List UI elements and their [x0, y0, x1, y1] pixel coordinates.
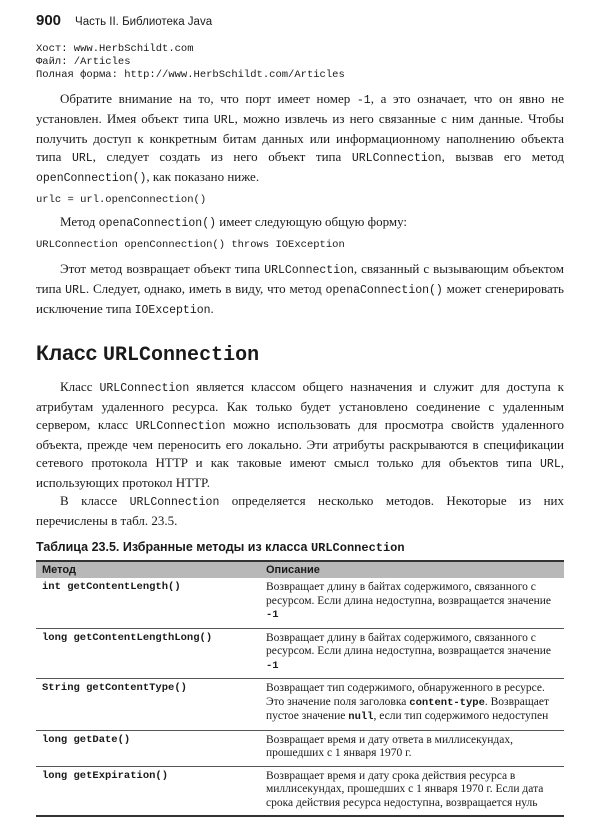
column-header-description: Описание — [260, 561, 564, 578]
inline-code: URLConnection — [129, 496, 220, 509]
section-title — [36, 342, 564, 368]
description-cell — [260, 628, 564, 679]
text-run: , использующих протокол HTTP. — [36, 455, 564, 490]
code-signature: URLConnection openConnection() throws IOException — [36, 239, 345, 251]
text-run: В классе — [60, 493, 130, 508]
paragraph-methods-intro — [36, 492, 564, 530]
paragraph-returns — [36, 260, 564, 320]
inline-code: content-type — [409, 696, 485, 709]
inline-code: URL — [71, 152, 93, 165]
text-run: имеет следующую общую форму: — [216, 214, 408, 229]
inline-code: -1 — [266, 659, 279, 672]
inline-code: null — [348, 711, 374, 723]
code-open-connection: urlc = url.openConnection() — [36, 194, 207, 206]
inline-code: URLConnection — [135, 420, 226, 433]
method-cell: long getContentLengthLong() — [36, 628, 260, 679]
book-page — [36, 12, 564, 817]
method-cell: String getContentType() — [36, 679, 260, 731]
text-run: Метод — [60, 214, 99, 229]
text-run: Этот метод возвращает объект типа — [60, 261, 265, 276]
text-run: . Следует, однако, иметь в виду, что метод — [85, 281, 326, 296]
text-run: , можно извлечь из него связанные с ним данные. Чтобы получить доступ к конкретным битам данных или информационному наполнению объекта типа — [36, 111, 564, 164]
text-run: , как показано ниже. — [146, 169, 260, 184]
inline-code: -1 — [266, 609, 279, 621]
text-run: Обратите внимание на то, что порт имеет номер — [60, 91, 357, 106]
description-cell: Возвращает время и дату ответа в миллисекундах, прошедших с 1 января 1970 г. — [260, 730, 564, 766]
text-run: Возвращает длину в байтах содержимого, связанного с ресурсом. Если длина недоступна, возвращается значение — [266, 581, 551, 607]
running-head: Часть II. Библиотека Java — [75, 16, 213, 28]
caption-code: URLConnection — [310, 541, 405, 555]
inline-code: URL — [540, 458, 561, 471]
text-run: может сгенерировать исключение типа — [36, 281, 564, 316]
table-row — [36, 628, 564, 679]
page-number: 900 — [36, 12, 62, 29]
inline-code: URL — [65, 284, 86, 297]
text-run: , связанный с вызывающим объектом типа — [36, 261, 564, 296]
inline-code: -1 — [356, 94, 371, 107]
inline-code: openaConnection() — [98, 217, 216, 230]
inline-code: URLConnection — [99, 382, 190, 395]
text-run: . Возвращает пустое значение — [266, 695, 549, 722]
program-output — [36, 43, 564, 82]
table-row — [36, 578, 564, 628]
section-title-word: Класс — [36, 342, 98, 365]
output-line: Файл: /Articles — [36, 56, 131, 68]
text-run: , следует создать из него объект типа — [92, 149, 352, 164]
section-title-code: URLConnection — [103, 344, 260, 367]
inline-code: URLConnection — [351, 152, 442, 165]
output-line: Хост: www.HerbSchildt.com — [36, 43, 194, 55]
methods-table — [36, 560, 564, 817]
text-run: определяется несколько методов. Некоторые из них перечислены в табл. 23.5. — [36, 493, 564, 528]
method-cell: long getDate() — [36, 730, 260, 766]
table-row — [36, 730, 564, 766]
caption-text: Таблица 23.5. Избранные методы из класса — [36, 540, 311, 554]
text-run: , а это означает, что он явно не установлен. Имея объект типа — [36, 91, 564, 126]
table-header-row — [36, 561, 564, 578]
table-row — [36, 766, 564, 816]
output-line: Полная форма: http://www.HerbSchildt.com/Articles — [36, 69, 345, 81]
inline-code: IOException — [134, 304, 211, 317]
text-run: можно использовать для просмотра свойств удаленного объекта, прежде чем переносить его локально. Эти атрибуты раскрываются в спецификации сетевого протокола HTTP и как таковые имеют смысл только для объектов типа — [36, 417, 564, 470]
text-run: Класс — [60, 379, 100, 394]
text-run: . — [210, 301, 214, 316]
page-header — [36, 12, 564, 34]
method-cell: int getContentLength() — [36, 578, 260, 628]
paragraph-class-intro — [36, 378, 564, 492]
description-cell: Возвращает время и дату срока действия ресурса в миллисекундах, прошедших с 1 января 1970 г. Если дата срока действия ресурса недоступна, возвращается нуль — [260, 766, 564, 816]
description-cell — [260, 578, 564, 628]
paragraph-general-form — [36, 213, 564, 233]
table-caption — [36, 540, 564, 555]
inline-code: openaConnection() — [325, 284, 443, 297]
text-run: Возвращает длину в байтах содержимого, связанного с ресурсом. Если длина недоступна, возвращается значение — [266, 631, 551, 657]
text-run: является классом общего назначения и служит для доступа к атрибутам удаленного ресурса. Как только будет установлено соединение с удаленным сервером, класс — [36, 379, 565, 432]
description-cell — [260, 679, 564, 731]
inline-code: URLConnection — [264, 264, 354, 277]
inline-code: URL — [213, 114, 235, 127]
paragraph-port — [36, 90, 564, 188]
inline-code: openConnection() — [36, 172, 147, 185]
text-run: , если тип содержимого недоступен — [373, 710, 549, 722]
text-run: , вызвав его метод — [441, 149, 564, 164]
method-cell: long getExpiration() — [36, 766, 260, 816]
text-run: Возвращает тип содержимого, обнаруженного в ресурсе. Это значение поля заголовка — [266, 682, 545, 708]
table-row — [36, 679, 564, 731]
column-header-method: Метод — [36, 561, 260, 578]
